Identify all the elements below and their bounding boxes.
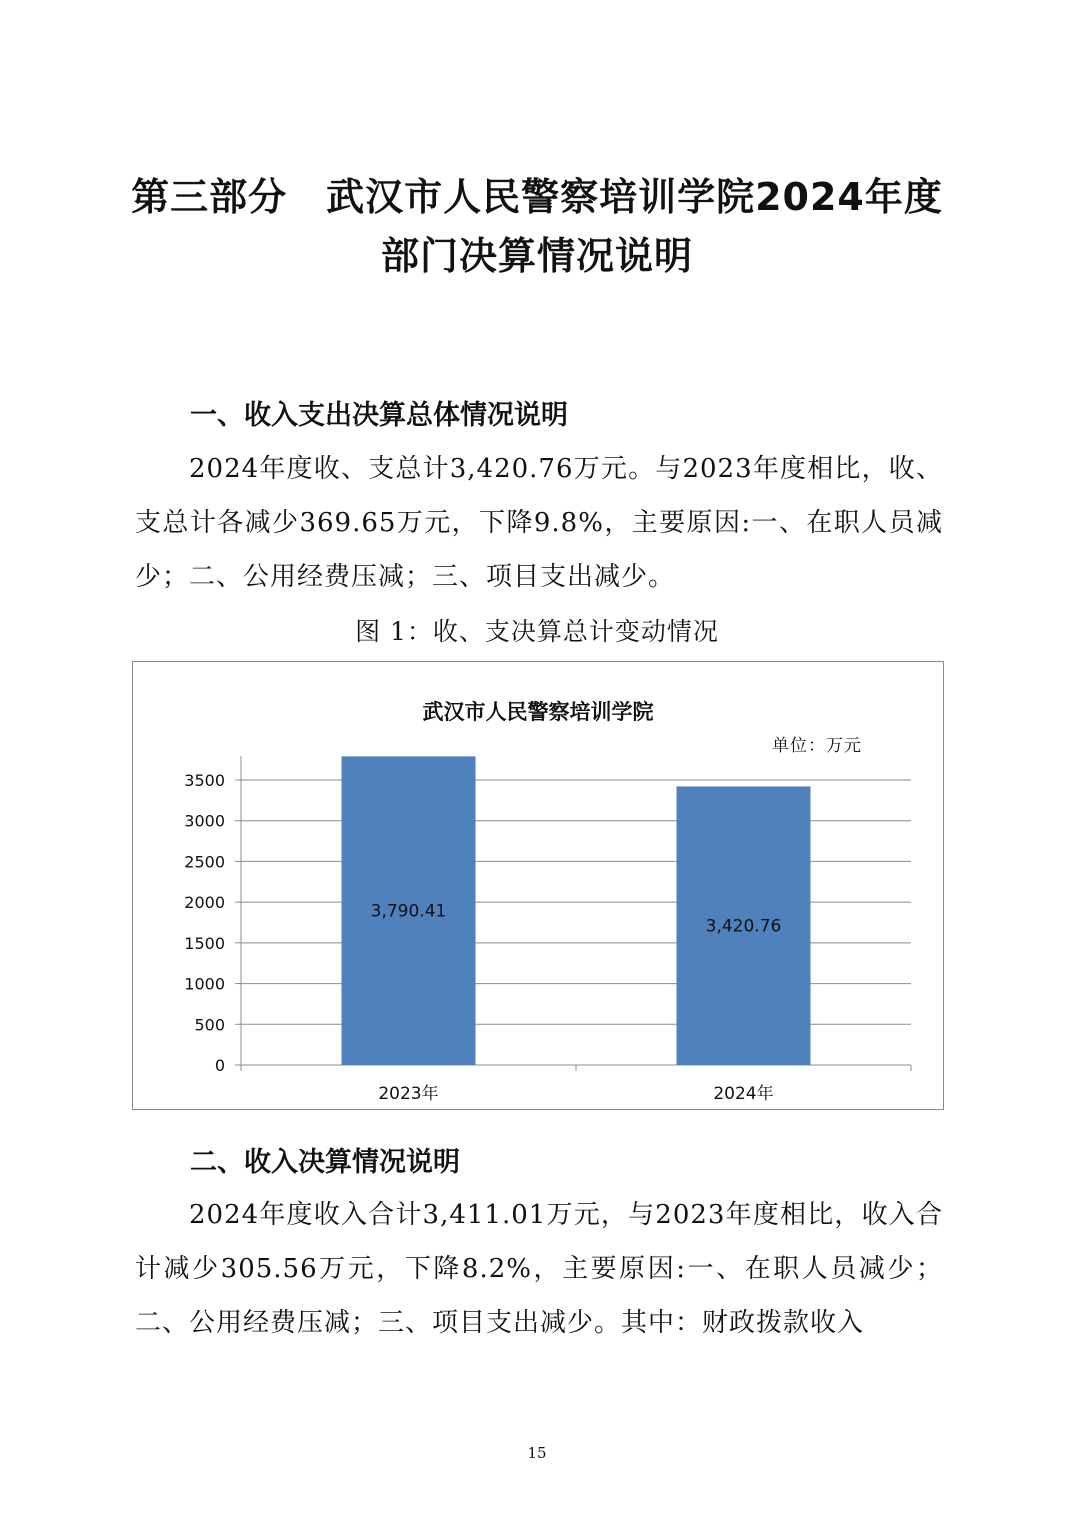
y-tick-label: 1000 [184, 974, 225, 994]
document-title-line-1: 第三部分 武汉市人民警察培训学院2024年度 [131, 175, 943, 219]
y-tick-label: 3500 [184, 771, 225, 790]
section-2-paragraph: 2024年度收入合计3,411.01万元，与2023年度相比，收入合计减少305.56万元，下降8.2%，主要原因:一、在职人员减少；二、公用经费压减；三、项目支出减少。其中：财政拨款收入 [135, 1200, 943, 1338]
y-tick-label: 2000 [184, 893, 225, 913]
bar-chart-svg [133, 662, 945, 1111]
section-1-paragraph: 2024年度收、支总计3,420.76万元。与2023年度相比，收、支总计各减少369.65万元，下降9.8%，主要原因:一、在职人员减少；二、公用经费压减；三、项目支出减少。 [135, 454, 943, 592]
figure-caption: 图 1：收、支决算总计变动情况 [355, 617, 719, 646]
section-2-heading: 二、收入决算情况说明 [190, 1147, 460, 1178]
bar-chart [132, 661, 944, 1110]
x-tick-label: 2023年 [378, 1084, 439, 1104]
y-tick-label: 1500 [184, 933, 225, 953]
page-number: 15 [527, 1444, 547, 1462]
data-label: 3,790.41 [370, 901, 447, 922]
y-tick-label: 2500 [184, 852, 225, 872]
chart-unit-note: 单位：万元 [772, 736, 862, 756]
y-tick-label: 500 [194, 1015, 225, 1035]
y-tick-label: 0 [214, 1056, 225, 1075]
document-title-line-2: 部门决算情况说明 [380, 234, 693, 278]
y-tick-label: 3000 [184, 811, 225, 831]
section-1-heading: 一、收入支出决算总体情况说明 [190, 400, 568, 431]
x-tick-label: 2024年 [713, 1084, 774, 1104]
data-label: 3,420.76 [705, 916, 782, 937]
chart-title: 武汉市人民警察培训学院 [422, 700, 654, 724]
